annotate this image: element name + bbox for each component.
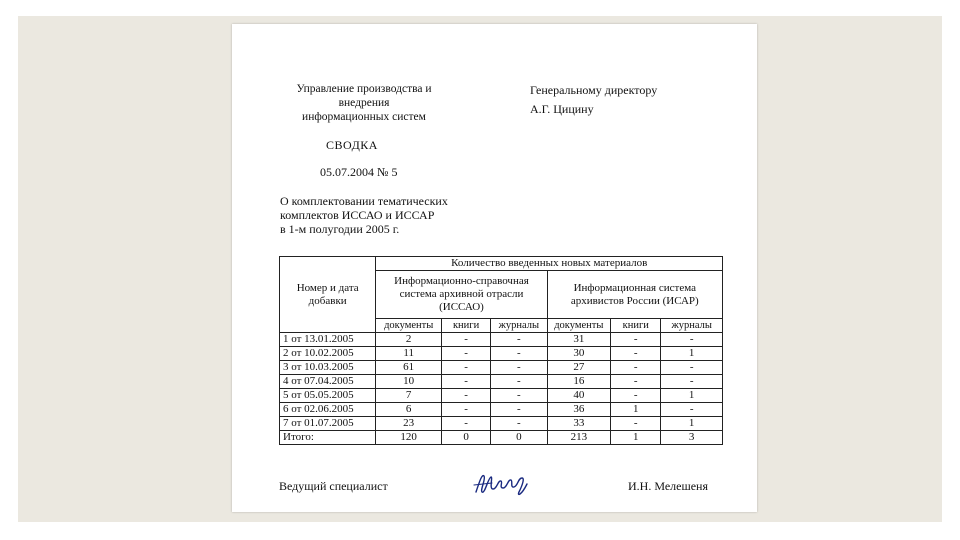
cell: - [441, 389, 490, 403]
cell: - [491, 403, 547, 417]
cell: 0 [491, 431, 547, 445]
signature-name: И.Н. Мелешеня [628, 479, 708, 493]
cell: 27 [547, 361, 611, 375]
cell: - [661, 403, 723, 417]
cell: - [441, 361, 490, 375]
header-group-isar: Информационная система архивистов России (ИСАР) [547, 271, 722, 319]
table-row [280, 389, 723, 403]
subject-line: О комплектовании тематических [280, 194, 448, 208]
row-label: 5 от 05.05.2005 [280, 389, 376, 403]
table-row [280, 347, 723, 361]
summary-table [279, 256, 723, 445]
table-row [280, 375, 723, 389]
cell: 0 [441, 431, 490, 445]
cell: - [491, 375, 547, 389]
cell: 1 [661, 417, 723, 431]
cell: - [611, 333, 661, 347]
cell: - [491, 417, 547, 431]
cell: 33 [547, 417, 611, 431]
cell: - [611, 389, 661, 403]
cell: 31 [547, 333, 611, 347]
cell: 213 [547, 431, 611, 445]
cell: 36 [547, 403, 611, 417]
table-row [280, 333, 723, 347]
cell: - [611, 375, 661, 389]
handwritten-signature [472, 470, 532, 503]
table-total-row [280, 431, 723, 445]
cell: - [661, 333, 723, 347]
sender-department: Управление производства и внедрения информационных систем [296, 83, 432, 123]
row-label: 6 от 02.06.2005 [280, 403, 376, 417]
row-label: 2 от 10.02.2005 [280, 347, 376, 361]
subheader-documents: документы [376, 319, 442, 333]
row-label: 1 от 13.01.2005 [280, 333, 376, 347]
document-type: СВОДКА [326, 138, 378, 152]
subheader-journals: журналы [491, 319, 547, 333]
table-row [280, 403, 723, 417]
addressee-block [530, 81, 657, 119]
cell: - [611, 417, 661, 431]
row-label: 4 от 07.04.2005 [280, 375, 376, 389]
header-group-issao: Информационно-справочная система архивной отрасли (ИССАО) [376, 271, 547, 319]
row-label: 7 от 01.07.2005 [280, 417, 376, 431]
cell: 11 [376, 347, 442, 361]
document-subject [280, 194, 448, 236]
cell: 1 [611, 431, 661, 445]
subheader-journals: журналы [661, 319, 723, 333]
cell: 120 [376, 431, 442, 445]
cell: 2 [376, 333, 442, 347]
cell: 61 [376, 361, 442, 375]
cell: 7 [376, 389, 442, 403]
document-page [232, 24, 757, 512]
cell: 10 [376, 375, 442, 389]
cell: - [611, 361, 661, 375]
cell: - [441, 333, 490, 347]
subject-line: комплектов ИССАО и ИССАР [280, 208, 435, 222]
cell: 1 [661, 347, 723, 361]
subheader-documents: документы [547, 319, 611, 333]
cell: - [441, 347, 490, 361]
cell: 30 [547, 347, 611, 361]
document-date-number: 05.07.2004 № 5 [320, 165, 398, 179]
subject-line: в 1-м полугодии 2005 г. [280, 222, 400, 236]
subheader-books: книги [441, 319, 490, 333]
addressee-name: А.Г. Цицину [530, 102, 594, 116]
cell: - [611, 347, 661, 361]
cell: - [491, 389, 547, 403]
cell: 40 [547, 389, 611, 403]
cell: 1 [661, 389, 723, 403]
signature-position: Ведущий специалист [279, 479, 388, 493]
subheader-books: книги [611, 319, 661, 333]
row-label: Итого: [280, 431, 376, 445]
cell: - [441, 403, 490, 417]
cell: - [661, 361, 723, 375]
header-materials-count: Количество введенных новых материалов [376, 257, 723, 271]
cell: 3 [661, 431, 723, 445]
cell: 16 [547, 375, 611, 389]
table-row [280, 361, 723, 375]
cell: - [491, 347, 547, 361]
table-row [280, 417, 723, 431]
row-label: 3 от 10.03.2005 [280, 361, 376, 375]
cell: 6 [376, 403, 442, 417]
cell: 23 [376, 417, 442, 431]
cell: - [441, 417, 490, 431]
cell: - [491, 333, 547, 347]
cell: 1 [611, 403, 661, 417]
cell: - [491, 361, 547, 375]
addressee-position: Генеральному директору [530, 83, 658, 97]
cell: - [661, 375, 723, 389]
header-addition-number-date: Номер и дата добавки [280, 257, 376, 333]
cell: - [441, 375, 490, 389]
